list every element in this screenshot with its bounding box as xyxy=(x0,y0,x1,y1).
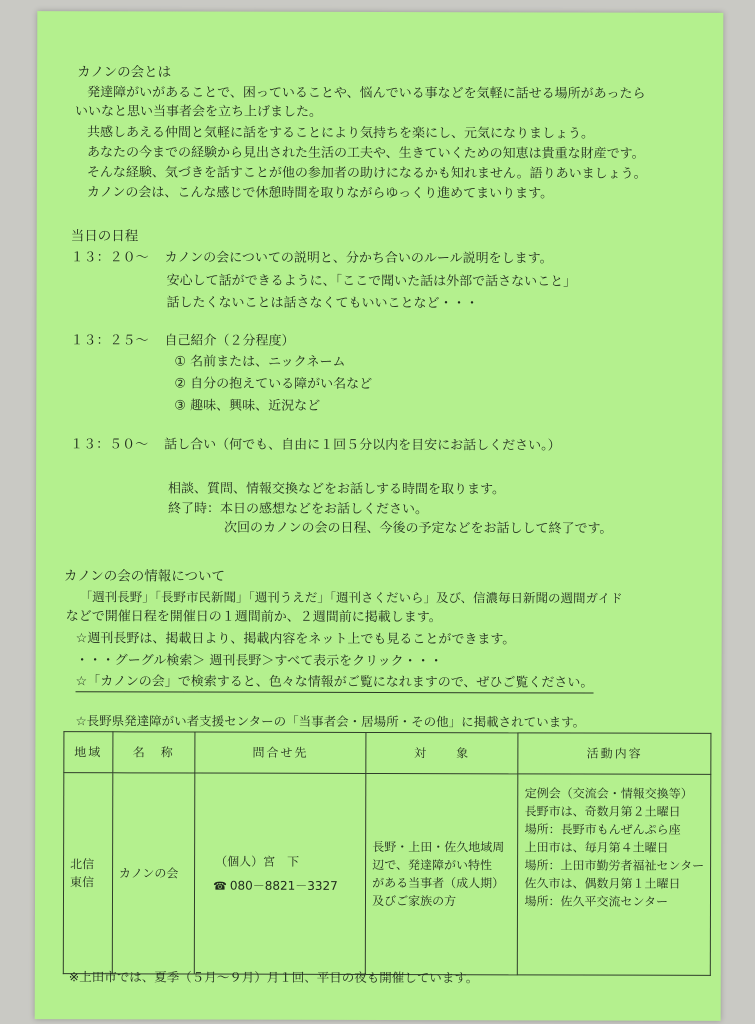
intro-line: そんな経験、気づきを話すことが他の参加者の助けになるかも知れません。語りあいましょう。 xyxy=(86,165,647,182)
target-line: 及びご家族の方 xyxy=(372,893,457,909)
info-heading: カノンの会の情報について xyxy=(63,568,226,585)
intro-line: あなたの今までの経験から見出された生活の工夫や、生きていくための知恵は貴重な財産です。 xyxy=(86,145,645,162)
intro-line: カノンの会は、こんな感じで休憩時間を取りながらゆっくり進めてまいります。 xyxy=(86,185,554,202)
schedule-title: 話し合い（何でも、自由に１回５分以内を目安にお話しください。） xyxy=(164,437,561,454)
region-name: 東信 xyxy=(70,875,95,890)
region-cell xyxy=(63,773,112,974)
schedule-item: ③ 趣味、興味、近況など xyxy=(174,398,321,414)
schedule-time: １３：５０～ xyxy=(70,437,149,453)
schedule-line: 相談、質問、情報交換などをお話しする時間を取ります。 xyxy=(168,481,506,498)
schedule-line: カノンの会についての説明と、分かち合いのルール説明をします。 xyxy=(164,250,553,267)
schedule-line: 終了時：本日の感想などをお話しください。 xyxy=(167,501,429,518)
activity-line: 佐久市は、偶数月第１土曜日 xyxy=(524,876,681,891)
activity-line: 上田市は、毎月第４土曜日 xyxy=(524,840,669,855)
schedule-time: １３：２５～ xyxy=(70,333,149,349)
info-line: ☆「カノンの会」で検索すると、色々な情報がご覧になれますので、ぜひご覧ください。 xyxy=(76,672,594,693)
activity-cell xyxy=(518,774,711,976)
target-line: 辺で、発達障がい特性 xyxy=(372,857,492,873)
header-name: 名 称 xyxy=(113,732,195,773)
schedule-line: 次回のカノンの会の日程、今後の予定などをお話しして終了です。 xyxy=(223,520,613,537)
schedule-heading: 当日の日程 xyxy=(70,228,139,245)
contact-phone: 080－8821－3327 xyxy=(229,878,338,893)
footnote: ※上田市では、夏季（５月～９月）月１回、平日の夜も開催しています。 xyxy=(68,969,479,986)
info-line: ・・・グーグル検索＞ 週刊長野＞すべて表示をクリック・・・ xyxy=(75,653,443,670)
region-name: 北信 xyxy=(70,857,95,872)
activity-line: 場所：佐久平交流センター xyxy=(524,894,669,909)
activity-line: 場所：上田市勤労者福祉センター xyxy=(524,858,705,873)
schedule-line: 話したくないことは話さなくてもいいことなど・・・ xyxy=(166,295,479,312)
phone-icon: ☎ xyxy=(213,879,227,893)
contact-cell xyxy=(194,773,366,974)
intro-line: 共感しあえる仲間と気軽に話をすることにより気持ちを楽にし、元気になりましょう。 xyxy=(86,125,595,142)
info-line: などで開催日程を開催日の１週間前か、２週間前に掲載します。 xyxy=(65,609,442,626)
schedule-time: １３：２０～ xyxy=(70,250,149,266)
target-cell xyxy=(365,773,518,974)
intro-line: いいなと思い当事者会を立ち上げました。 xyxy=(75,104,323,120)
header-target: 対 象 xyxy=(366,732,518,773)
schedule-title: 自己紹介（２分程度） xyxy=(164,333,295,349)
activity-line: 長野市は、奇数月第２土曜日 xyxy=(524,804,681,819)
target-line: 長野・上田・佐久地域周 xyxy=(372,839,505,855)
activity-line: 場所：長野市もんぜんぷら座 xyxy=(524,822,681,837)
target-line: がある当事者（成人期） xyxy=(372,875,505,891)
contact-name: （個人）宮 下 xyxy=(215,854,300,869)
table-caption: ☆長野県発達障がい者支援センターの「当事者会・居場所・その他」に掲載されています。 xyxy=(75,713,586,730)
info-line: 「週刊長野」「長野市民新聞」「週刊うえだ」「週刊さくだいら」及び、信濃毎日新聞の週間ガイド xyxy=(79,589,623,606)
table-header-row xyxy=(64,732,711,775)
table-row xyxy=(63,773,711,976)
group-name: カノンの会 xyxy=(112,773,195,974)
intro-line: 発達障がいがあることで、困っていることや、悩んでいる事などを気軽に話せる場所があったら xyxy=(87,85,646,102)
header-region: 地域 xyxy=(64,732,113,773)
schedule-item: ① 名前または、ニックネーム xyxy=(174,354,346,370)
activity-line: 定例会（交流会・情報交換等） xyxy=(524,786,693,801)
intro-heading: カノンの会とは xyxy=(77,64,172,81)
header-activity: 活動内容 xyxy=(518,733,711,775)
schedule-line: 安心して話ができるように、「ここで聞いた話は外部で話さないこと」 xyxy=(166,273,577,290)
info-line: ☆週刊長野は、掲載日より、掲載内容をネット上でも見ることができます。 xyxy=(75,631,516,648)
schedule-item: ② 自分の抱えている障がい名など xyxy=(174,376,373,392)
flyer-paper xyxy=(35,11,724,1021)
group-table xyxy=(63,731,712,976)
header-contact: 問合せ先 xyxy=(195,732,366,773)
